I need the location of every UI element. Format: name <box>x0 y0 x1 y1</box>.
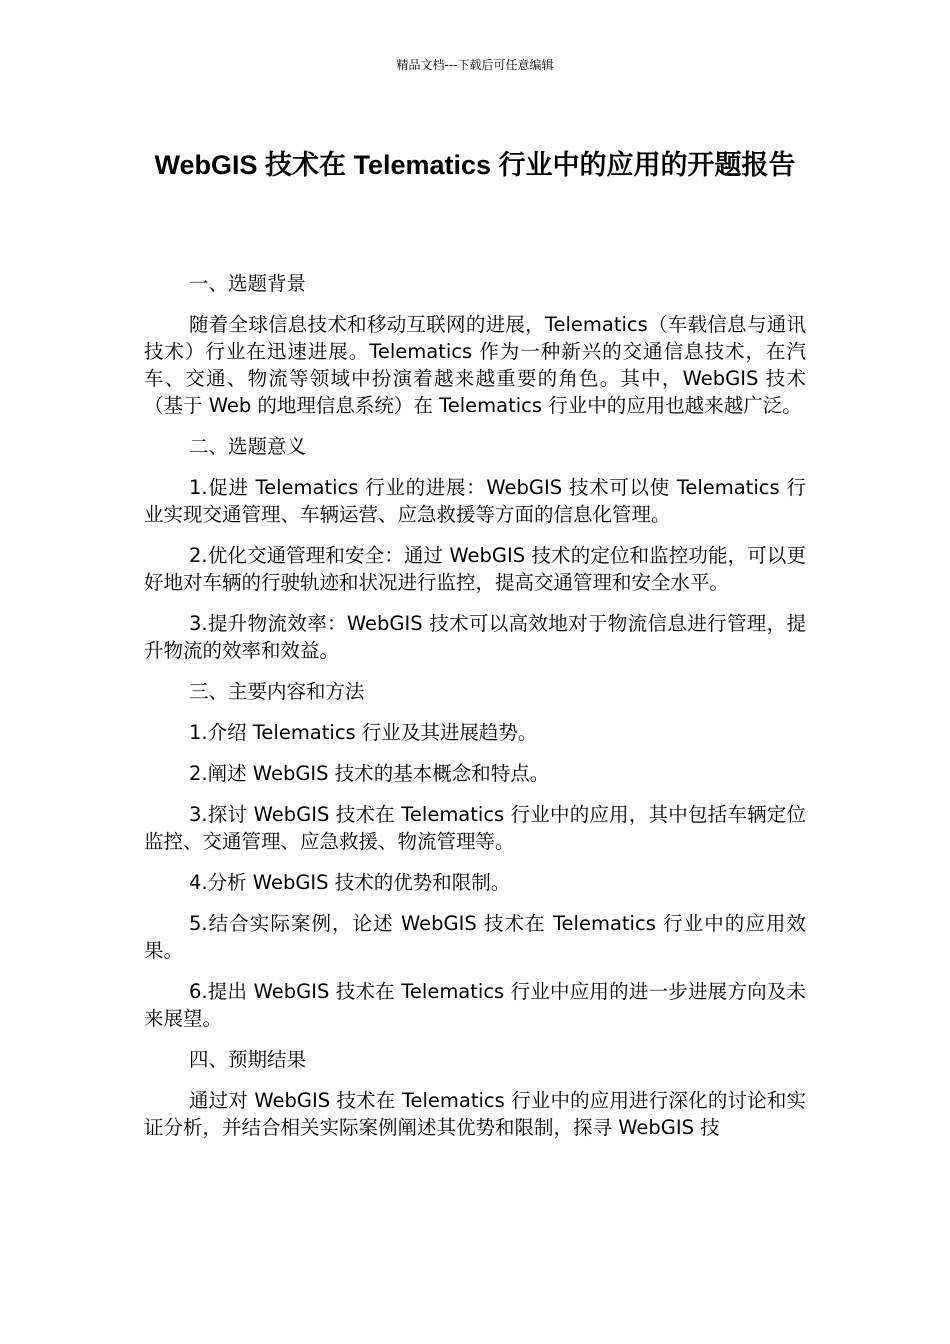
section-heading-background: 一、选题背景 <box>189 272 307 295</box>
paragraph-background: 随着全球信息技术和移动互联网的进展，Telematics（车载信息与通讯技术）行业在迅速进展。Telematics 作为一种新兴的交通信息技术，在汽车、交通、物流等领域中扮演着越来越重要的角色。其中，WebGIS 技术（基于 Web 的地理信息系统）在 Telematics 行业中的应用也越来越广泛。 <box>144 313 806 417</box>
document-body <box>144 270 806 1155</box>
section-heading-significance: 二、选题意义 <box>189 435 307 458</box>
content-item-3: 3.探讨 WebGIS 技术在 Telematics 行业中的应用，其中包括车辆定位监控、交通管理、应急救援、物流管理等。 <box>144 803 806 853</box>
page-header-note: 精品文档---下载后可任意编辑 <box>396 58 554 72</box>
content-item-5: 5.结合实际案例，论述 WebGIS 技术在 Telematics 行业中的应用效果。 <box>144 912 806 962</box>
content-item-1: 1.介绍 Telematics 行业及其进展趋势。 <box>189 721 538 744</box>
section-heading-expected-results: 四、预期结果 <box>189 1048 307 1071</box>
significance-item-1: 1.促进 Telematics 行业的进展：WebGIS 技术可以使 Telematics 行业实现交通管理、车辆运营、应急救援等方面的信息化管理。 <box>144 476 806 526</box>
content-item-6: 6.提出 WebGIS 技术在 Telematics 行业中应用的进一步进展方向及未来展望。 <box>144 980 806 1030</box>
content-item-2: 2.阐述 WebGIS 技术的基本概念和特点。 <box>189 762 550 785</box>
significance-item-2: 2.优化交通管理和安全：通过 WebGIS 技术的定位和监控功能，可以更好地对车辆的行驶轨迹和状况进行监控，提高交通管理和安全水平。 <box>144 544 806 594</box>
section-heading-content-methods: 三、主要内容和方法 <box>189 680 365 703</box>
paragraph-expected-results: 通过对 WebGIS 技术在 Telematics 行业中的应用进行深化的讨论和实证分析，并结合相关实际案例阐述其优势和限制，探寻 WebGIS 技 <box>144 1089 806 1139</box>
content-item-4: 4.分析 WebGIS 技术的优势和限制。 <box>189 871 511 894</box>
significance-item-3: 3.提升物流效率：WebGIS 技术可以高效地对于物流信息进行管理，提升物流的效率和效益。 <box>144 612 806 662</box>
document-title: WebGIS 技术在 Telematics 行业中的应用的开题报告 <box>154 150 796 180</box>
